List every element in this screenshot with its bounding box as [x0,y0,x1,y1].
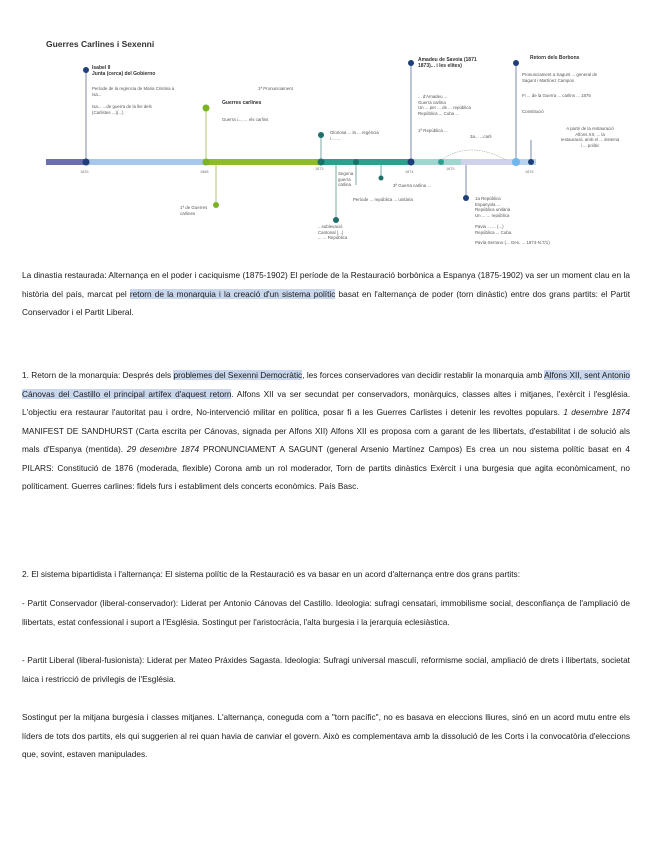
conservative-party-paragraph: - Partit Conservador (liberal-conservador): Liderat per Antonio Cánovas del Castillo. Ideologia: sufragi censatari, immobilisme social, desconfiança de l'ampliació de llibertats, estat confessional i suport a l'Església. Sostingut per l'aristocràcia, l'alta burgesia i la jerarquia eclesiàstica. [22,598,630,627]
note-perio: Període ... república ... unitària [353,197,413,202]
event-dot [379,176,384,181]
event-dot [528,159,534,165]
intro-text: La dinastia restaurada: Alternança en el poder i caciquisme (1875-1902) El període de la Restauració borbònica a Espanya (1875-1902) va ser un moment clau en la història del país, marcat pel [22,270,630,299]
event-dot [353,159,359,165]
note-segona: Segona guerra carlina [338,171,354,188]
event-dot [513,60,519,66]
s1-text-b: , les forces conservadores van decidir restablir la monarquia amb [302,370,545,380]
section-1-paragraph [22,366,630,496]
event-dot [438,159,444,165]
note-amadeu-desc: ... d'Amadeu ... Guerra carlina Un ... per ... de ... república República ... Cuba ... [418,94,471,116]
event-dot [83,159,90,166]
note-gloriosa: Gloriosa ... la ... regència i ... ... [330,130,379,141]
note-constitution: Constitució [522,109,544,114]
s1-text-c: . Alfons XII va ser secundat per conservadors, monàrquics, classes altes i mitjanes, l'exèrcit i l'església. L'objectiu era restaurar l'autoritat pau i ordre, No-intervenció militar en política, posar fi a les Guerres Carlistes i detenir les revoltes populars. [22,388,630,417]
note-prim: 1ª Pronunciament [258,86,293,91]
event-dot [408,159,415,166]
note-restoration: A partir de la restauració Alfons XII, ... la restauració, amb el ... sistema i ... polític [560,126,620,148]
liberal-party-paragraph: - Partit Liberal (liberal-fusionista): Liderat per Mateo Práxides Sagasta. Ideologia: Sufragi universal masculí, reformisme social, ampliació de drets i llibertats, societat laica i restricció de privilegis de l'Església. [22,655,630,684]
note-isabel: Isabel II Junta (cerca) del Gobierno [92,65,156,77]
note-guerres: Guerres carlines [222,100,262,106]
timeline-segment [321,159,411,165]
note-tercera: 3ª Guerra carlina ... [393,183,431,188]
note-isabel-desc: Període de la regència de Maria Cristina a Isa... [92,86,175,97]
s1-text-d: MANIFEST DE SANDHURST (Carta escrita per Cánovas, signada per Alfons XII) Alfons XII es proposa com a garant de les llibertats, d'estabilitat i de solució als mals d'Espanya (mentida). [22,425,630,454]
note-republica: 1ª República ... [418,128,448,133]
s1-date-sandhurst: 1 desembre 1874 [563,407,630,417]
note-pavia: Pavia ... ... (...) República ... Cuba. [475,224,513,235]
timeline-segment [461,159,516,165]
note-primera: 1ª de Guerres carlines [180,205,208,216]
timeline-segment [411,159,461,165]
timeline-title: Guerres Carlines i Sexenni [46,39,155,49]
year-label: 1874 [405,170,414,174]
note-alfons-desc2: Fi ... de la Guerra ... carlins ... 1876 [522,93,591,98]
s1-highlight-sexenni: problemes del Sexenni Democràtic [173,370,303,380]
event-dot [408,60,414,66]
event-dot [203,159,210,166]
timeline-segment [206,159,321,165]
timeline-segment [46,159,86,165]
note-alfons-title: Retorn dels Borbons [530,55,580,61]
note-alfons-desc: Pronunciament a Sagunt ... general de Sagunt i Martínez Campos [522,72,598,83]
s1-text: 1. Retorn de la monarquia: Després dels [22,370,174,380]
timeline-infographic [0,0,655,260]
year-label: 1873 [315,167,324,171]
note-republica-right: 1a República Espanyola ... República unitària Un ... ... república [475,196,511,218]
event-dot [333,217,339,223]
intro-paragraph [22,266,630,322]
intro-highlight: retorn de la monarquia i la creació d'un sistema polític [129,288,336,299]
s1-date-sagunt: 29 desembre 1874 [126,444,200,454]
event-dot [83,67,89,73]
year-label: 1868 [200,170,209,174]
note-guerres-sub: Guerra i..., ... els carlins [222,117,269,122]
s1-text-e: PRONUNCIAMENT A SAGUNT (general Arsenio Martínez Campos) Es crea un nou sistema polític basat en 4 PILARS: Constitució de 1876 (moderada, flexible) Corona amb un rol moderador, Torn de partits dinàstics Exèrcit i una burgesia que agita econòmicament, no políticament. Guerres carlines: fidels furs i establiment dels concerts econòmics. País Basc. [22,444,630,491]
note-isabel-desc2: Isa... ...de guerra de la llei dels (Carlistes ...)(...) [92,104,152,115]
intro-text-end: basat en l'alternança de poder (torn dinàstic) entre dos grans partits: el Partit Conservador i el Partit Liberal. [22,288,630,317]
event-dot [463,195,469,201]
note-cantonal: ...sublevació Cantonal (...) ... ... República [318,224,348,241]
note-tercera-label: 3a... ...carli [470,134,492,139]
note-amadeu: Amadeu de Savoia (1871 1873)... i les elites) [418,57,477,69]
note-serrano: Pavía-Serrano (... Gen. ... 1874-N.7/1) [475,240,550,245]
year-label: 1833 [80,170,89,174]
year-label: 1875 [446,167,455,171]
section-2-heading: 2. El sistema bipartidista i l'alternança: El sistema polític de la Restauració es va basar en un acord d'alternança entre dos grans partits: [22,569,521,579]
s1-highlight-alfons: Alfons XII, sent Antonio Cánovas del Castillo el principal artífex d'aquest retorn [22,370,630,399]
event-dot [512,158,520,166]
year-label: 1876 [525,170,534,174]
event-dot [318,159,325,166]
alternation-paragraph: Sostingut per la mitjana burgesia i classes mitjanes. L'alternança, coneguda com a "torn pacífic", no es basava en eleccions lliures, sinó en un acord mutu entre els líders de tots dos partits, els qui suggerien al rei quan havia de canviar el govern. Això es complementava amb la dissolució de les Corts i la convocatòria d'eleccions que, sovint, estaven manipulades. [22,712,630,759]
timeline-segment [86,159,206,165]
event-dot [318,132,324,138]
